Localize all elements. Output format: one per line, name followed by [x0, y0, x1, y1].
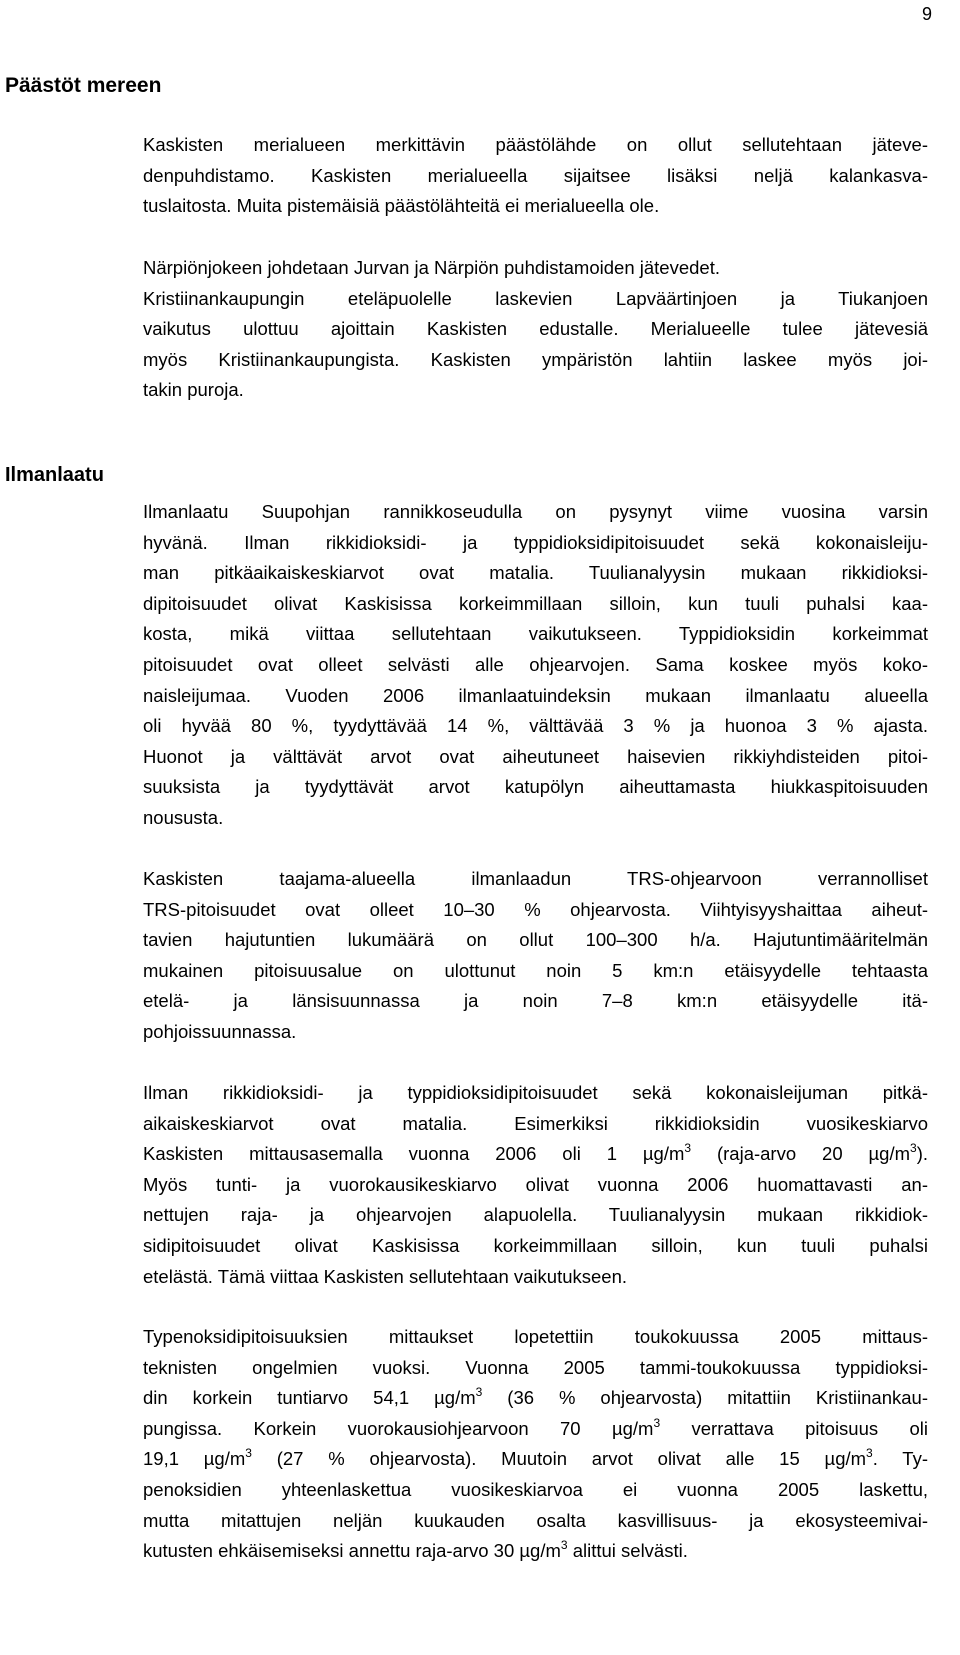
text-line: etelä- ja länsisuunnassa ja noin 7–8 km:n etäisyydelle itä- [143, 990, 928, 1012]
text-line: Kaskisten merialueen merkittävin päästölähde on ollut sellutehtaan jäteve- [143, 134, 928, 155]
text-line: Typenoksidipitoisuuksien mittaukset lopetettiin toukokuussa 2005 mittaus- [143, 1326, 928, 1347]
text-line: Kaskisten taajama-alueella ilmanlaadun TRS-ohjearvoon verrannolliset [143, 868, 928, 889]
text-line: pungissa. Korkein vuorokausiohjearvoon 70 $\mu g/m^3$ verrattava pitoisuus oli [143, 1415, 928, 1439]
text-line: kutusten ehkäisemiseksi annettu raja-arvo 30 $\mu g/m^3$ alittui selvästi. [143, 1538, 688, 1562]
paragraph-trs-concentrations [143, 864, 928, 1048]
text-line: takin puroja. [143, 379, 244, 401]
text-line: Ilmanlaatu Suupohjan rannikkoseudulla on pysynyt viime vuosina varsin [143, 501, 928, 522]
text-line: Ilman rikkidioksidi- ja typpidioksidipitoisuudet sekä kokonaisleijuman pitkä- [143, 1082, 928, 1103]
text-line: tavien hajutuntien lukumäärä on ollut 100–300 h/a. Hajutuntimääritelmän [143, 929, 928, 951]
text-line: Kaskisten mittausasemalla vuonna 2006 oli 1 $\mu g/m^3$ (raja-arvo 20 $\mu g/m^3$). [143, 1141, 928, 1165]
text-line: noususta. [143, 806, 224, 828]
text-line: pohjoissuunnassa. [143, 1020, 297, 1042]
text-line: tuslaitosta. Muita pistemäisiä päästölähteitä ei merialueella ole. [143, 195, 660, 217]
paragraph-air-quality-overview [143, 497, 928, 834]
text-line: Huonot ja välttävät arvot ovat aiheutuneet haisevien rikkiyhdisteiden pitoi- [143, 745, 928, 767]
text-line: Myös tunti- ja vuorokausikeskiarvo olivat vuonna 2006 huomattavasti an- [143, 1173, 928, 1195]
text-line: Närpiönjokeen johdetaan Jurvan ja Närpiön puhdistamoiden jätevedet. [143, 257, 720, 278]
text-line: myös Kristiinankaupungista. Kaskisten ympäristön lahtiin laskee myös joi- [143, 348, 928, 370]
text-line: din korkein tuntiarvo 54,1 $\mu g/m^3$ (36 % ohjearvosta) mitattiin Kristiinankau- [143, 1385, 928, 1409]
text-line: teknisten ongelmien vuoksi. Vuonna 2005 tammi-toukokuussa typpidioksi- [143, 1356, 928, 1378]
text-line: kosta, mikä viittaa sellutehtaan vaikutukseen. Typpidioksidin korkeimmat [143, 623, 928, 645]
text-line: suuksista ja tyydyttävät arvot katupölyn aiheuttamasta hiukkaspitoisuuden [143, 776, 928, 798]
paragraph-nitrogen-oxides [143, 1322, 928, 1567]
text-line: Kristiinankaupungin eteläpuolelle laskevien Lapväärtinjoen ja Tiukanjoen [143, 287, 928, 309]
text-line: aikaiskeskiarvot ovat matalia. Esimerkiksi rikkidioksidin vuosikeskiarvo [143, 1112, 928, 1134]
paragraph-river-discharges [143, 253, 928, 406]
text-line: dipitoisuudet olivat Kaskisissa korkeimmillaan silloin, kun tuuli puhalsi kaa- [143, 592, 928, 614]
text-line: naisleijumaa. Vuoden 2006 ilmanlaatuindeksin mukaan ilmanlaatu alueella [143, 684, 928, 706]
text-line: denpuhdistamo. Kaskisten merialueella sijaitsee lisäksi neljä kalankasva- [143, 164, 928, 186]
paragraph-sulphur-dioxide [143, 1078, 928, 1292]
text-line: man pitkäaikaiskeskiarvot ovat matalia. Tuulianalyysin mukaan rikkidioksi- [143, 562, 928, 584]
text-line: nettujen raja- ja ohjearvojen alapuolella. Tuulianalyysin mukaan rikkidiok- [143, 1204, 928, 1226]
text-line: pitoisuudet ovat olleet selvästi alle ohjearvojen. Sama koskee myös koko- [143, 653, 928, 675]
text-line: 19,1 $\mu g/m^3$ (27 % ohjearvosta). Muutoin arvot olivat alle 15 $\mu g/m^3$. Ty- [143, 1446, 928, 1470]
paragraph-emission-sources [143, 130, 928, 222]
text-line: vaikutus ulottuu ajoittain Kaskisten edustalle. Merialueelle tulee jätevesiä [143, 318, 928, 340]
page-number: 9 [921, 4, 932, 24]
text-line: hyvänä. Ilman rikkidioksidi- ja typpidioksidipitoisuudet sekä kokonaisleiju- [143, 531, 928, 553]
text-line: etelästä. Tämä viittaa Kaskisten sellutehtaan vaikutukseen. [143, 1265, 628, 1287]
text-line: oli hyvää 80 %, tyydyttävää 14 %, välttävää 3 % ja huonoa 3 % ajasta. [143, 715, 928, 737]
section-heading-paastot-mereen: Päästöt mereen [5, 74, 162, 97]
text-line: penoksidien yhteenlaskettua vuosikeskiarvoa ei vuonna 2005 laskettu, [143, 1478, 928, 1500]
section-heading-ilmanlaatu: Ilmanlaatu [5, 464, 104, 486]
text-line: mutta mitattujen neljän kuukauden osalta kasvillisuus- ja ekosysteemivai- [143, 1509, 928, 1531]
text-line: mukainen pitoisuusalue on ulottunut noin 5 km:n etäisyydelle tehtaasta [143, 959, 928, 981]
text-line: TRS-pitoisuudet ovat olleet 10–30 % ohjearvosta. Viihtyisyyshaittaa aiheut- [143, 898, 928, 920]
text-line: sidipitoisuudet olivat Kaskisissa korkeimmillaan silloin, kun tuuli puhalsi [143, 1234, 928, 1256]
